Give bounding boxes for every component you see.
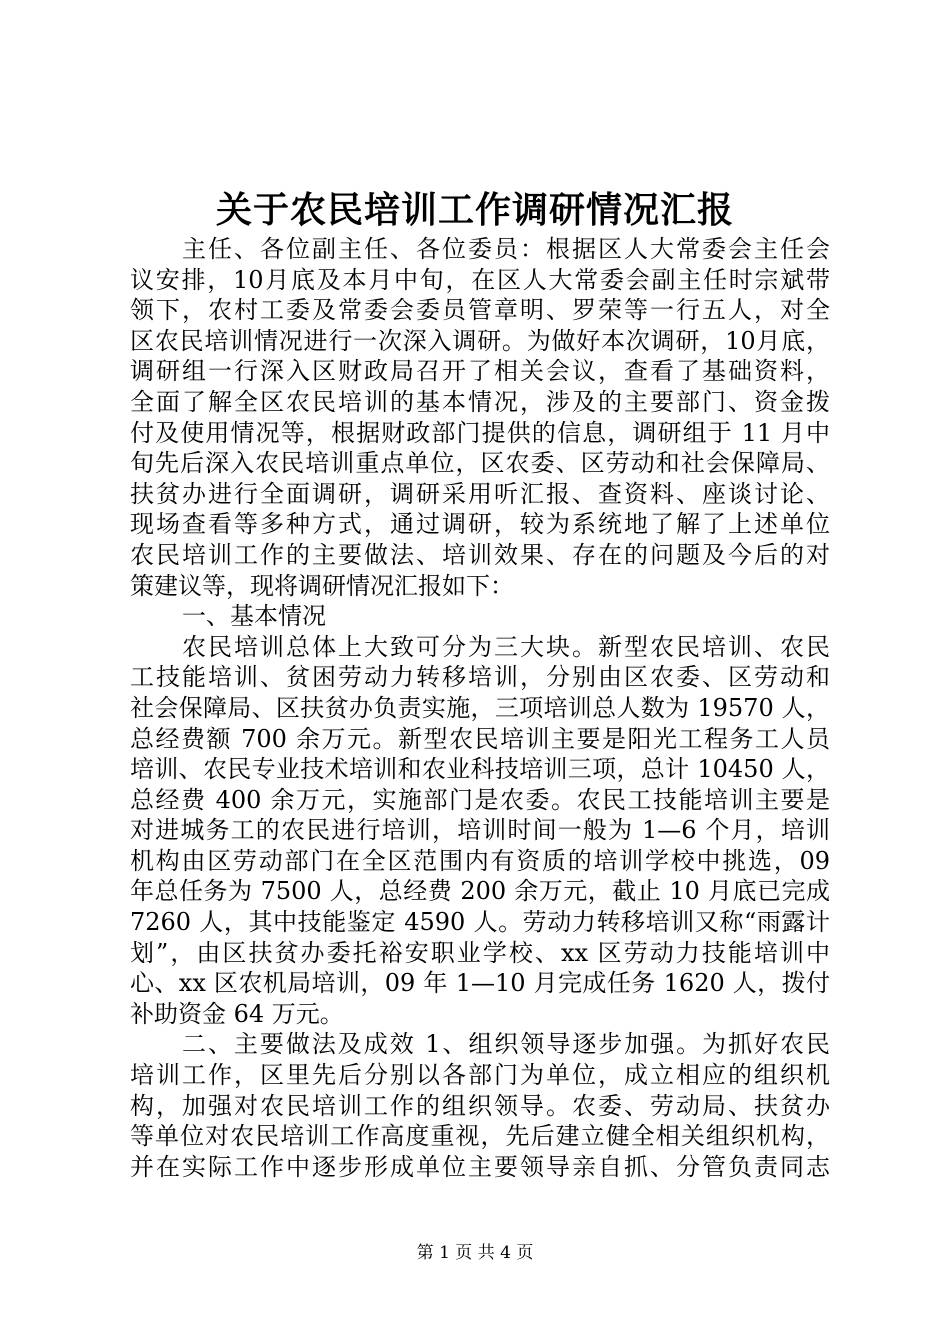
text-line: 工技能培训、贫困劳动力转移培训，分别由区农委、区劳动和 <box>130 663 830 692</box>
text-line: 并在实际工作中逐步形成单位主要领导亲自抓、分管负责同志 <box>130 1152 830 1181</box>
text-line: 补助资金 64 万元。 <box>130 999 344 1028</box>
text-line: 全面了解全区农民培训的基本情况，涉及的主要部门、资金拨 <box>130 387 830 416</box>
text-line: 区农民培训情况进行一次深入调研。为做好本次调研，10月底， <box>130 326 830 355</box>
text-line: 农民培训工作的主要做法、培训效果、存在的问题及今后的对 <box>130 540 830 569</box>
text-line: 心、xx 区农机局培训，09 年 1—10 月完成任务 1620 人，拨付 <box>130 969 830 998</box>
text-line: 付及使用情况等，根据财政部门提供的信息，调研组于 11 月中 <box>130 418 830 447</box>
text-line: 总经费 400 余万元，实施部门是农委。农民工技能培训主要是 <box>130 785 830 814</box>
text-line: 领下，农村工委及常委会委员管章明、罗荣等一行五人，对全 <box>130 296 830 325</box>
text-line: 等单位对农民培训工作高度重视，先后建立健全相关组织机构， <box>130 1122 830 1151</box>
text-line: 培训、农民专业技术培训和农业科技培训三项，总计 10450 人， <box>130 755 830 784</box>
text-line: 总经费额 700 余万元。新型农民培训主要是阳光工程务工人员 <box>130 724 830 753</box>
section-heading: 一、基本情况 <box>182 602 326 631</box>
text-line: 社会保障局、区扶贫办负责实施，三项培训总人数为 19570 人， <box>130 693 830 722</box>
text-line: 机构由区劳动部门在全区范围内有资质的培训学校中挑选，09 <box>130 846 830 875</box>
text-line: 扶贫办进行全面调研，调研采用听汇报、查资料、座谈讨论、 <box>130 479 830 508</box>
text-line: 构，加强对农民培训工作的组织领导。农委、劳动局、扶贫办 <box>130 1091 830 1120</box>
text-line: 培训工作，区里先后分别以各部门为单位，成立相应的组织机 <box>130 1061 830 1090</box>
text-line: 对进城务工的农民进行培训，培训时间一般为 1—6 个月，培训 <box>130 816 830 845</box>
text-line: 调研组一行深入区财政局召开了相关会议，查看了基础资料， <box>130 357 830 386</box>
section-heading: 二、主要做法及成效 1、组织领导逐步加强。为抓好农民 <box>182 1030 830 1059</box>
document-body <box>130 234 830 1182</box>
text-line: 议安排，10月底及本月中旬，在区人大常委会副主任时宗斌带 <box>130 265 830 294</box>
page-title: 关于农民培训工作调研情况汇报 <box>215 189 734 231</box>
text-line: 划”，由区扶贫办委托裕安职业学校、xx 区劳动力技能培训中 <box>130 938 830 967</box>
text-line: 7260 人，其中技能鉴定 4590 人。劳动力转移培训又称“雨露计 <box>130 908 830 937</box>
text-line: 现场查看等多种方式，通过调研，较为系统地了解了上述单位 <box>130 510 830 539</box>
text-line: 策建议等，现将调研情况汇报如下： <box>130 571 514 600</box>
page-number: 第 1 页 共 4 页 <box>416 1243 534 1263</box>
text-line: 旬先后深入农民培训重点单位，区农委、区劳动和社会保障局、 <box>130 449 830 478</box>
text-line: 农民培训总体上大致可分为三大块。新型农民培训、农民 <box>182 632 830 661</box>
text-line: 年总任务为 7500 人，总经费 200 余万元，截止 10 月底已完成 <box>130 877 830 906</box>
text-line: 主任、各位副主任、各位委员：根据区人大常委会主任会 <box>182 235 830 263</box>
